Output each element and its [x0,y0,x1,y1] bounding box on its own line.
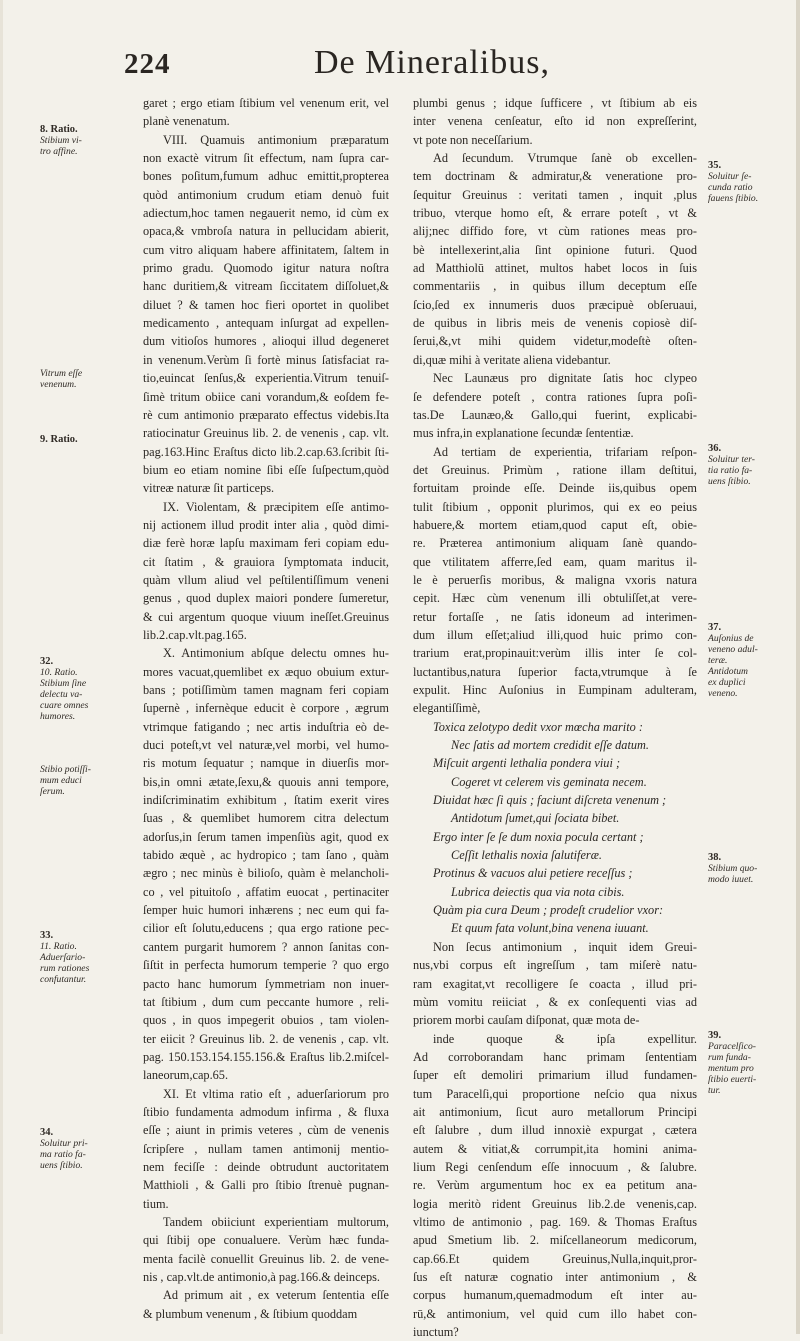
text-line: bans ; potiſſimùm tamen magnam feri copiam [143,683,389,697]
marginal-note-line: ſerum. [40,786,65,797]
marginal-note [40,368,140,390]
text-line: bium eo etiam nomine ſibi eſſe ſuſpectum,quòd [143,462,389,477]
text-line: tribuo, vterque homo eſt, & errare poteſt , vt & [413,206,697,221]
text-line: pag.163.Hinc Eraſtus dicto lib.2.cap.63.ſcribit ſti- [143,444,389,459]
marginal-note-line: Soluitur pri- [40,1138,88,1149]
text-line: elegantiſſimè, [413,701,481,716]
marginal-note [40,434,140,445]
text-line: apud Smetium lib. 2. miſcellaneorum medicorum, [413,1233,697,1248]
text-line: tem doctrinam & admiratur,& veneratione pro- [413,169,697,184]
text-line: ſuper eſt demoliri primarium illud fundamen- [413,1068,697,1083]
text-line: ſe defendere poteſt , contra rationes ſupra poſi- [413,389,697,404]
text-line: retur fortaſſe , ne ſatis idoneum ad interimen- [413,609,697,624]
text-line: ſcio,ſed ex innumeris duos præcipuè obſeruaui, [413,297,697,312]
text-line: bè intellexerint,alia ſint opinione futuri. Quod [413,242,697,257]
marginal-note [708,160,796,204]
text-line: Non ſecus antimonium , inquit idem Greui- [433,939,697,954]
text-line: Et quum fata volunt,bina venena iuuant. [451,921,649,936]
page-left-edge [0,0,3,1334]
text-line: le è peruerſis moribus, & maligna vxoris natura [413,572,697,587]
text-line: expulit. Hinc Auſonius in Eumpinam adulteram, [413,683,697,697]
text-line: Antidotum ſumet,qui ſociata bibet. [451,811,620,826]
text-line: ram exagitat,vt recolligere ſe coacta , illud pri- [413,976,697,991]
text-line: garet ; ergo etiam ſtibium vel venenum erit, vel [143,96,389,110]
marginal-note-number: 35. [708,160,722,171]
text-line: nus,vbi corpus eſt ingreſſum , tam miſerè natu- [413,958,697,973]
marginal-note-line: 11. Ratio. [40,941,77,952]
text-line: mùm vomitu reiiciat , & ex conſequenti vias ad [413,994,697,1009]
marginal-note-number: 38. [708,852,722,863]
text-line: quòd antimonium crudum etiam denuò fuit [143,187,389,202]
text-line: corpus humanum,quemadmodum eſt inter au- [413,1288,697,1303]
marginal-note-line: Vitrum eſſe [40,368,83,379]
text-line: hanc duritiem,& vitream ſiccitatem diſſoluet,& [143,279,389,294]
text-line: ratiocinatur Greuinus lib. 2. de venenis , cap. vlt. [143,426,389,441]
text-line: de quibus in libris meis de venenis copiosè diſ- [413,316,697,331]
text-line: priorem morbi cauſam diſponat, quæ mota de- [413,1013,640,1028]
left-text-column [143,94,389,1323]
text-line: Ad corroborandam hanc primam ſententiam [413,1049,697,1064]
text-line: laneorum,cap.65. [143,1068,229,1083]
text-line: lib.2.cap.vlt.pag.165. [143,627,247,642]
text-line: Tandem obiiciunt experientiam multorum, [163,1214,389,1229]
text-line: medicamento , antequam inſurgat ad expellen- [143,316,389,331]
text-line: Nec ſatis ad mortem credidit eſſe datum. [451,738,649,753]
marginal-note-line: confutantur. [40,974,87,985]
marginal-note-line: Stibium vi- [40,135,82,146]
text-line: ſcripſere , nullam tamen antimonij mentio- [143,1141,389,1156]
marginal-note-number: 8. Ratio. [40,124,78,135]
marginal-note-number: 32. [40,656,54,667]
text-line: inter venena cenſeatur, eſto id non expreſſerint, [413,114,697,129]
marginal-note [708,1030,796,1096]
text-line: qui ſtibij ope conualuere. Verùm hæc funda- [143,1233,389,1248]
text-line: vt pote non neceſſarium. [413,132,533,147]
marginal-note [40,764,140,797]
marginal-note [708,852,796,885]
text-line: nem feciſſe : deinde obtrudunt auctoritatem [143,1159,389,1174]
text-line: dum illum eſſet;aliud illi,quod huic primo con- [413,627,697,642]
marginal-note-line: cunda ratio [708,182,753,193]
text-line: re. Præterea antimonium aliquam ſanè quando- [413,536,697,551]
text-line: menta facilè conuellit Greuinus lib. 2. de vene- [143,1251,389,1266]
text-line: iunctum? [413,1325,459,1340]
marginal-note-number: 33. [40,930,54,941]
marginal-note-line: tur. [708,1085,721,1096]
marginal-note-line: cuare omnes [40,700,89,711]
marginal-note-line: modo iuuet. [708,874,754,885]
text-line: ſequitur Greuinus : veritati tamen , inquit ,plus [413,187,697,202]
text-line: diæ ferè horæ lapſu maximam feri copiam edu- [143,536,389,551]
text-line: cum vitro aliquam habere affinitatem, ſaltem in [143,242,389,257]
text-line: cantem purgarit humorem ? annon ſanitas con- [143,939,389,954]
marginal-note-line: teræ. [708,655,728,666]
text-line: X. Antimonium abſque delectu omnes hu- [163,646,389,661]
text-line: que vtilitatem afferre,ſed eam, quam maritus il- [413,554,697,569]
marginal-note-line: rum funda- [708,1052,751,1063]
text-line: indiſcriminatim exhibitum , ſtatim exerit vires [143,793,389,808]
text-line: & plumbum venenum , & ſtibium quoddam [143,1306,358,1321]
marginal-note-line: tro affine. [40,146,78,157]
text-line: tum Paracelſi,qui proportione neſcio qua nixus [413,1086,697,1101]
text-line: Lubrica deiectis qua via nota cibis. [451,884,625,899]
text-line: tio,euincat ſenſus,& experientia.Vitrum tenuiſ- [143,371,389,386]
text-line: Protinus & vacuos alui petiere receſſus ; [433,866,633,881]
text-line: rè cum antimonio præparato effectus videbis.Ita [143,407,389,422]
text-line: ris motum ſequatur ; namque in diuerſis mor- [143,756,389,771]
marginal-note-line: ex duplici [708,677,746,688]
marginal-note-line: uens ſtibio. [40,1160,83,1171]
marginal-note-line: Auſonius de [708,633,754,644]
text-line: mus infra,in explanatione ſecundæ ſententiæ. [413,426,634,441]
marginal-note [708,443,796,487]
marginal-note-line: Aduerſario- [40,952,86,963]
text-line: ad Matthiolū attinet, multos habet locos in ſuis [413,261,697,276]
text-line: ſimè tritum obiice cani vorandum,& eoſdem fe- [143,389,389,404]
text-line: cilior eſt ſolutu,educens ; qua ergo ratione pec- [143,921,389,936]
page-number: 224 [124,48,171,80]
running-title: De Mineralibus, [314,44,550,81]
text-line: vitreæ naturæ ſit particeps. [143,481,275,496]
text-line: lium Regi cenſendum eſſe innocuum , & ſalubre. [413,1159,697,1174]
marginal-note-line: venenum. [40,379,77,390]
marginal-note-line: ſtibio euerti- [708,1074,757,1085]
text-line: tabido æquè , ac hydropico ; tam ſano , quàm [143,848,389,863]
marginal-note-line: Soluitur ter- [708,454,755,465]
text-line: XI. Et vltima ratio eſt , aduerſariorum pro [163,1086,389,1101]
text-line: tium. [143,1196,169,1211]
text-line: Ergo inter ſe ſe dum noxia pocula certant ; [433,829,644,844]
text-line: Ad ſecundum. Vtrumque ſanè ob excellen- [433,151,697,166]
text-line: ſerui,&,vt mihi quidem videtur,modeſtè oſten- [413,334,697,349]
text-line: autem & vitiat,& corrumpit,ita homini anima- [413,1141,697,1156]
text-line: adorſus,in ſerum tamen impenſiùs agit, quod ex [143,829,389,844]
marginal-note-line: mentum pro [708,1063,754,1074]
text-line: ſiſtit in perfecta humorum temperie ? quo ergo [143,958,389,973]
text-line: Cogeret vt celerem vis geminata necem. [451,774,647,789]
marginal-note-line: veneno. [708,688,738,699]
marginal-note-number: 39. [708,1030,722,1041]
text-line: nij actionem illud prodit inter alia , quòd dimi- [143,517,389,532]
text-line: & cui argentum quoque viuum ineſſet.Greuinus [143,609,389,624]
marginal-note-line: delectu va- [40,689,83,700]
text-line: eſt ſalubre , dum illud innoxiè expurgat , cætera [413,1123,697,1138]
text-line: bis,in omni ætate,ſexu,& quouis anni tempore, [143,774,389,789]
marginal-note-number: 37. [708,622,722,633]
marginal-note-line: veneno adul- [708,644,758,655]
text-line: co , vel pituitoſo , affatim euocat , pertinaciter [143,884,389,899]
text-line: Nec Launæus pro dignitate ſatis hoc clypeo [433,371,697,386]
text-line: commentariis , in quibus illum deceptum eſſe [413,279,697,294]
text-line: pacto hanc humorum ſymmetriam non inuer- [143,976,389,991]
text-line: ſupernè , infernèque educit è corpore , ægrum [143,701,389,716]
marginal-note-line: Antidotum [708,666,748,677]
text-line: trarium erat,propinauit:verùm illis inter ſe col- [413,646,697,661]
text-line: nis , cap.vlt.de antimonio,à pag.166.& deinceps. [143,1270,381,1284]
marginal-note-number: 34. [40,1127,54,1138]
text-line: opaca,& vmbroſa natura in pellucidam abierit, [143,224,389,239]
text-line: eſſe ; aiunt in primis veteres , cùm de venenis [143,1123,389,1138]
marginal-note-line: uens ſtibio. [708,476,751,487]
marginal-note-line: Stibium quo- [708,863,758,874]
text-line: luctantibus,natura ſuperior facta,vtrumque à ſe [413,664,697,679]
text-line: Matthioli , & Galli pro ſtibio ſtrenuè pugnan- [143,1178,389,1193]
text-line: logia meritò rident Greuinus lib.2.de venenis,cap. [413,1196,697,1211]
text-line: ter eiicit ? Greuinus lib. 2. de venenis , cap. vlt. [143,1031,389,1046]
text-line: primo gradu. Quomodo igitur natura noſtra [143,261,389,276]
text-line: Ceſſit lethalis noxia ſalutiferæ. [451,848,602,863]
text-line: tat ſtibium , dum cum peccante humore , reli- [143,994,389,1009]
text-line: Toxica zelotypo dedit vxor mœcha marito : [433,719,643,734]
text-line: vtrimque fatigando ; nec artis induſtria eò de- [143,719,389,734]
text-line: quàm vllum aliud vel peſtilentiſſimum veneni [143,572,389,587]
text-line: fortuitam proinde eſſe. Deinde iis,quibus opem [413,481,697,496]
text-line: cit ſtatim , & grauiora ſymptomata inducit, [143,554,389,569]
text-line: cap.66.Et quidem Greuinus,Nulla,inquit,pror- [413,1251,697,1266]
text-line: alij;nec diffido fore, vt cùm rationes meas pro- [413,224,697,239]
marginal-note-line: ma ratio fa- [40,1149,86,1160]
marginal-note [708,622,796,699]
marginal-note [40,124,140,157]
text-line: diluet ? & tamen hoc fieri oportet in quolibet [143,297,389,312]
marginal-note [40,1127,140,1171]
text-line: plumbi genus ; idque ſufficere , vt ſtibium ab eis [413,96,697,110]
marginal-note-line: Stibio potiſſi- [40,764,91,775]
text-line: IX. Violentam, & præcipitem eſſe antimo- [163,499,389,514]
text-line: ſemper huic humori inhærens ; nec eum qui fa- [143,903,389,918]
marginal-note-number: 36. [708,443,722,454]
marginal-note-line: humores. [40,711,76,722]
text-line: genus , quod duplex maiori pondere ſumeretur, [143,591,389,606]
marginal-note-line: mum educi [40,775,82,786]
marginal-note-line: Stibium ſine [40,678,87,689]
marginal-note-line: Paracelſico- [708,1041,756,1052]
text-line: non exactè vitrum ſit effectum, nam ſupra car- [143,151,389,166]
text-line: tas.De Launæo,& Gallo,qui fuerint, explicabi- [413,407,697,422]
text-line: inde quoque & ipſa expellitur. [433,1031,697,1046]
text-line: det Greuinus. Primùm , ratione illam deſtitui, [413,462,697,477]
text-line: vltimo de antimonio , pag. 169. & Thomas Eraſtus [413,1214,697,1229]
text-line: pag. 150.153.154.155.156.& Eraſtus lib.2.miſcel- [143,1049,389,1064]
text-line: mores vacuat,quemlibet ex æquo obuium extur- [143,664,389,679]
marginal-note-number: 9. Ratio. [40,434,78,445]
text-line: habuere,& mortem etiam,quod caput eſt, obie- [413,517,697,532]
text-line: di,quæ mihi à veritate aliena videbantur. [413,352,611,367]
text-line: planè venenatum. [143,114,230,129]
text-line: Miſcuit argenti lethalia pondera viui ; [433,756,621,771]
text-line: adiectum,hoc tamen negauerit nemo, id cùm ex [143,206,389,221]
text-line: cepit. Hæc cùm venenum illi obtuliſſet,at vere- [413,591,697,606]
text-line: ægro ; nec minùs è bilioſo, quàm è melancholi- [143,866,389,881]
marginal-note-line: fauens ſtibio. [708,193,759,204]
text-line: rū,& antimonium, vel quid cum illo habet con- [413,1306,697,1321]
marginal-note-line: 10. Ratio. [40,667,78,678]
text-line: bones poſitum,fumum adhuc emittit,propterea [143,169,389,184]
text-line: ſtibio fundamenta admodum infirma , & fluxa [143,1104,389,1119]
marginal-note-line: rum rationes [40,963,90,974]
text-line: ſuas , & quemlibet humorem citra delectum [143,811,389,826]
text-line: in venenum.Verùm ſi fortè minus ſatisfaciat ra- [143,352,389,367]
text-line: ſus eſt naturæ cognatio inter antimonium , & [413,1270,697,1284]
text-line: dum vitioſos humores , alioqui illud degeneret [143,334,389,349]
page-right-edge [796,0,800,1334]
text-line: Diuidat hæc ſi quis ; faciunt diſcreta venenum ; [433,793,667,808]
text-line: ait antimonium, ſicut auro metallorum Principi [413,1104,697,1119]
marginal-note [40,656,140,722]
text-line: quos , in quos impegerit obuios , tam violen- [143,1013,389,1028]
marginal-note-line: tia ratio fa- [708,465,753,476]
text-line: VIII. Quamuis antimonium præparatum [163,132,389,147]
text-line: Quàm pia cura Deum ; prodeſt crudelior vxor: [433,903,664,918]
text-line: Ad tertiam de experientia, trifariam reſpon- [433,444,697,459]
text-line: Ad primum ait , ex veterum ſententia eſſe [163,1288,389,1303]
text-line: duci poteſt,vt vel naturæ,vel morbi, vel humo- [143,738,389,753]
marginal-note-line: Soluitur ſe- [708,171,752,182]
text-line: tulit ſtibium , opponit plurimos, qui ex eo peius [413,499,697,514]
text-line: re. Verùm argumentum hoc ex ea petitum ana- [413,1178,697,1193]
right-text-column [413,94,697,1341]
marginal-note [40,930,140,985]
